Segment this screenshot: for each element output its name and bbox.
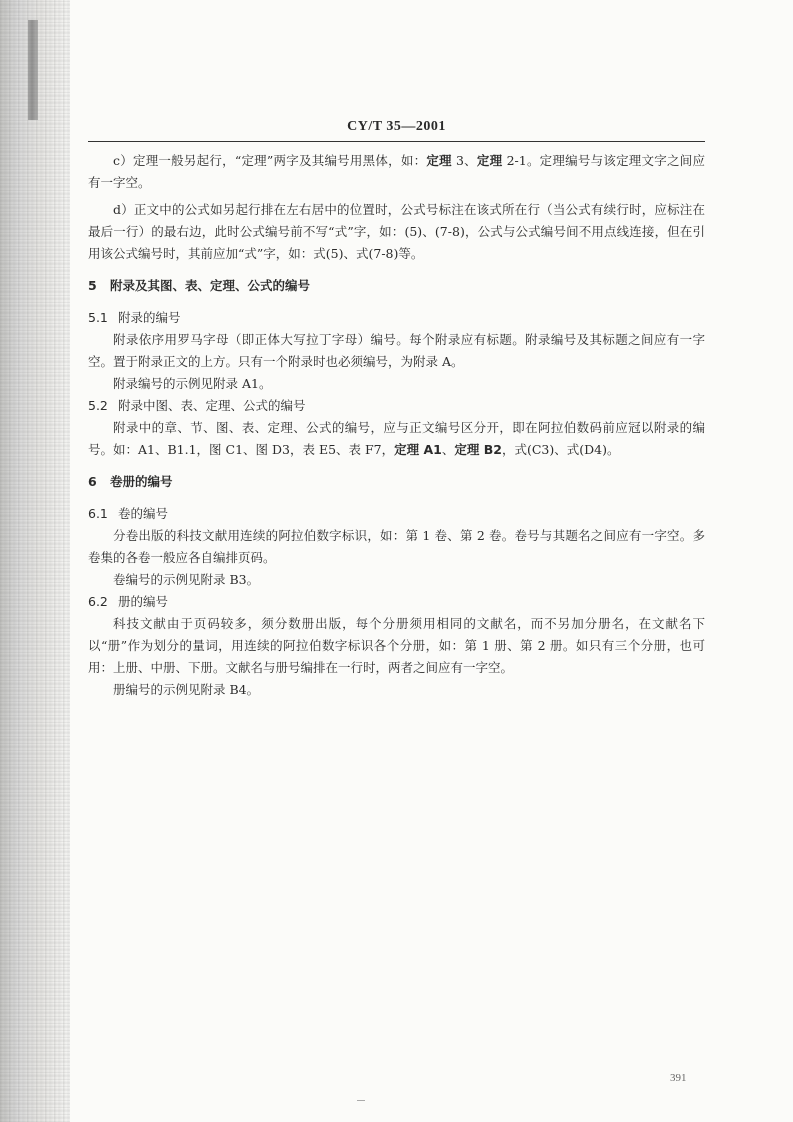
scan-binding-mark (28, 20, 38, 120)
subsection-number: 5.2 (88, 398, 108, 413)
subsection-number: 5.1 (88, 310, 108, 325)
subsection-title: 册的编号 (117, 594, 168, 609)
paragraph: 附录依序用罗马字母（即正体大写拉丁字母）编号。每个附录应有标题。附录编号及其标题之间应有一字空。置于附录正文的上方。只有一个附录时也必须编号，为附录 A。 (88, 332, 705, 369)
paragraph-c-text: 2-1。定理编号与该定理文字之间应有一字空。 (88, 153, 705, 190)
paragraph: 卷编号的示例见附录 B3。 (113, 572, 260, 587)
section-5-heading (88, 275, 705, 297)
paragraph: 科技文献由于页码较多，须分数册出版，每个分册须用相同的文献名，而不另加分册名，在文献名下以“册”作为划分的量词，用连续的阿拉伯数字标识各个分册，如：第 1 册、第 2 册。如只有三个分册，也可用：上册、中册、下册。文献名与册号编排在一行时，两者之间应有一字空。 (88, 616, 705, 675)
scan-speck (357, 1100, 365, 1101)
bold-theorem-term: 定理 A1 (394, 442, 442, 457)
paragraph-text: 附录中的章、节、图、表、定理、公式的编号，应与正文编号区分开，即在阿拉伯数码前应冠以附录的编号。如：A1、B1.1，图 C1、图 D3，表 E5、表 F7， (88, 420, 705, 457)
section-number: 5 (88, 278, 97, 293)
subsection-title: 卷的编号 (117, 506, 168, 521)
subsection-title: 附录的编号 (117, 310, 181, 325)
subsection-number: 6.1 (88, 506, 108, 521)
page-number: 391 (670, 1072, 687, 1084)
paragraph: 附录编号的示例见附录 A1。 (113, 376, 272, 391)
bold-theorem-term: 定理 B2 (454, 442, 502, 457)
paragraph-c-text: c）定理一般另起行，“定理”两字及其编号用黑体，如： (113, 153, 427, 168)
subsection-number: 6.2 (88, 594, 108, 609)
subsection-6-2-heading (88, 591, 705, 613)
section-6-heading (88, 471, 705, 493)
paragraph: 分卷出版的科技文献用连续的阿拉伯数字标识，如：第 1 卷、第 2 卷。卷号与其题名之间应有一字空。多卷集的各卷一般应各自编排页码。 (88, 528, 705, 565)
section-title: 卷册的编号 (110, 474, 173, 489)
bold-theorem-term: 定理 (426, 153, 452, 168)
paragraph: 册编号的示例见附录 B4。 (113, 682, 260, 697)
section-title: 附录及其图、表、定理、公式的编号 (110, 278, 311, 293)
subsection-5-2-heading (88, 395, 705, 417)
paragraph-c-text: 3、 (451, 153, 477, 168)
paragraph-d: d）正文中的公式如另起行排在左右居中的位置时，公式号标注在该式所在行（当公式有续行时，应标注在最后一行）的最右边，此时公式编号前不写“式”字，如：(5)、(7-8)，公式与公式编号间不用点线连接，但在引用该公式编号时，其前应加“式”字，如：式(5)、式(7-8)等。 (88, 202, 705, 261)
subsection-5-1-heading (88, 307, 705, 329)
paragraph-text: ，式(C3)、式(D4)。 (501, 442, 620, 457)
document-body (88, 150, 705, 701)
subsection-title: 附录中图、表、定理、公式的编号 (117, 398, 306, 413)
scan-shadow-edge (0, 0, 70, 1122)
section-number: 6 (88, 474, 97, 489)
paragraph-text: 、 (441, 442, 455, 457)
standard-code-header: CY/T 35—2001 (347, 119, 446, 134)
paragraph (88, 417, 705, 461)
header-rule (88, 141, 705, 142)
bold-theorem-term: 定理 (476, 153, 503, 168)
paragraph-c (88, 150, 705, 194)
subsection-6-1-heading (88, 503, 705, 525)
